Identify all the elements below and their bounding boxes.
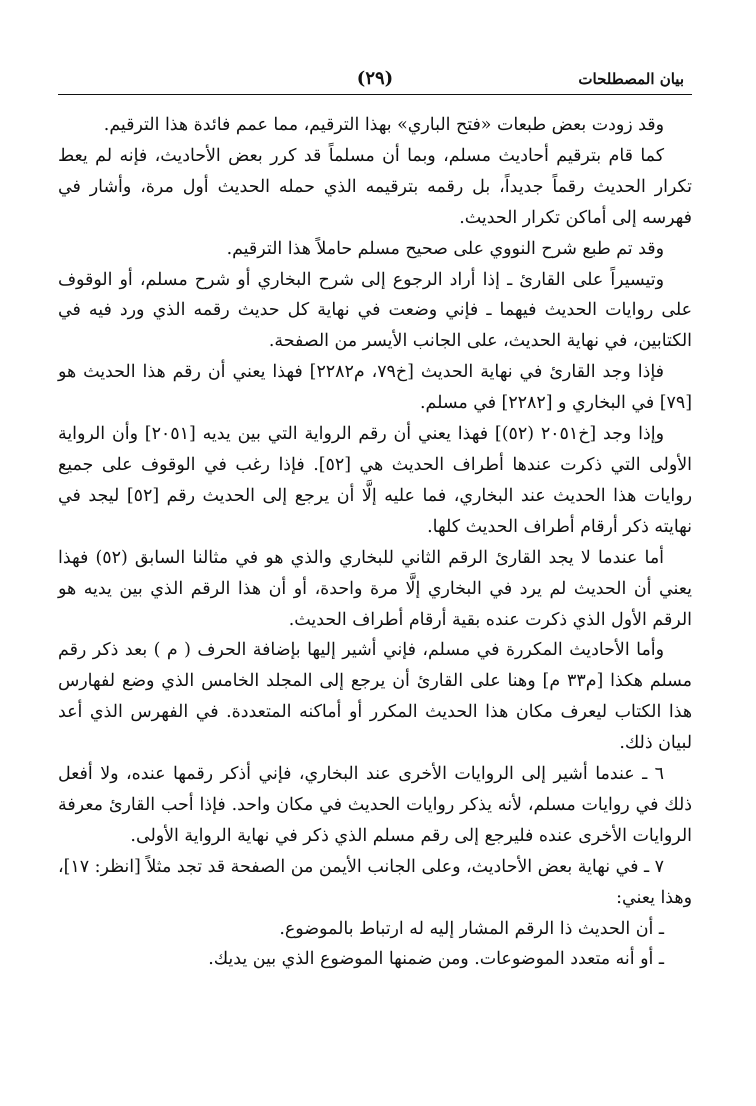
paragraph: وإذا وجد [خ٢٠٥١ (٥٢)] فهذا يعني أن رقم الرواية التي بين يديه [٢٠٥١] وأن الرواية الأولى التي ذكرت عندها أطراف الحديث هي [٥٢]. فإذا رغب في الوقوف على جميع روايات هذا الحديث عند البخاري، فما عليه إلَّا أن يرجع إلى الحديث رقم [٥٢] ليجد في نهايته ذكر أرقام أطراف الحديث كلها. xyxy=(58,424,693,537)
paragraph: وتيسيراً على القارئ ـ إذا أراد الرجوع إلى شرح البخاري أو شرح مسلم، أو الوقوف على روايات الحديث فيهما ـ فإني وضعت في نهاية كل حديث رقمه الذي ورد فيه في الكتابين، في نهاية الحديث، على الجانب الأيسر من الصفحة. xyxy=(58,269,692,352)
numbered-paragraph: ٦ ـ عندما أشير إلى الروايات الأخرى عند البخاري، فإني أذكر رقمها عنده، ولا أفعل ذلك في روايات مسلم، لأنه يذكر روايات الحديث في مكان واحد. فإذا أحب القارئ معرفة الروايات الأخرى عنده فليرجع إلى رقم مسلم الذي ذكر في نهاية الرواية الأولى. xyxy=(58,764,692,846)
numbered-paragraph: ٧ ـ في نهاية بعض الأحاديث، وعلى الجانب الأيمن من الصفحة قد تجد مثلاً [انظر: ١٧]، وهذا يعني: xyxy=(58,856,692,908)
page-header xyxy=(58,64,692,95)
section-title: بيان المصطلحات xyxy=(578,70,684,88)
bullet-item: ـ أو أنه متعدد الموضوعات. ومن ضمنها الموضوع الذي بين يديك. xyxy=(208,949,664,970)
paragraph: فإذا وجد القارئ في نهاية الحديث [خ٧٩، م٢٢٨٢] فهذا يعني أن رقم هذا الحديث هو [٧٩] في البخاري و [٢٢٨٢] في مسلم. xyxy=(58,362,692,414)
page-number: (٢٩) xyxy=(356,68,394,89)
page-body xyxy=(58,110,692,975)
paragraph: كما قام بترقيم أحاديث مسلم، وبما أن مسلماً قد كرر بعض الأحاديث، فإنه لم يعط تكرار الحديث رقماً جديداً، بل رقمه بترقيمه الذي حمله الحديث أول مرة، وأشار في فهرسه إلى أماكن تكرار الحديث. xyxy=(58,145,692,228)
paragraph: وقد تم طبع شرح النووي على صحيح مسلم حاملاً هذا الترقيم. xyxy=(226,238,664,259)
paragraph: وقد زودت بعض طبعات «فتح الباري» بهذا الترقيم، مما عمم فائدة هذا الترقيم. xyxy=(103,115,664,135)
paragraph: وأما الأحاديث المكررة في مسلم، فإني أشير إليها بإضافة الحرف ( م ) بعد ذكر رقم مسلم هكذا [م٣٣ م] وهنا على القارئ أن يرجع إلى المجلد الخامس الذي وضع لفهارس هذا الكتاب ليعرف مكان هذا الحديث المكرر أو أماكنه المتعددة. في الفهرس الذي أعد لبيان ذلك. xyxy=(58,640,692,754)
bullet-item: ـ أن الحديث ذا الرقم المشار إليه له ارتباط بالموضوع. xyxy=(279,918,664,939)
paragraph: أما عندما لا يجد القارئ الرقم الثاني للبخاري والذي هو في مثالنا السابق (٥٢) فهذا يعني أن الحديث لم يرد في البخاري إلَّا مرة واحدة، أو أن هذا الرقم الذي بين يديه هو الرقم الأول الذي ذكرت عنده بقية أرقام أطراف الحديث. xyxy=(58,547,692,630)
